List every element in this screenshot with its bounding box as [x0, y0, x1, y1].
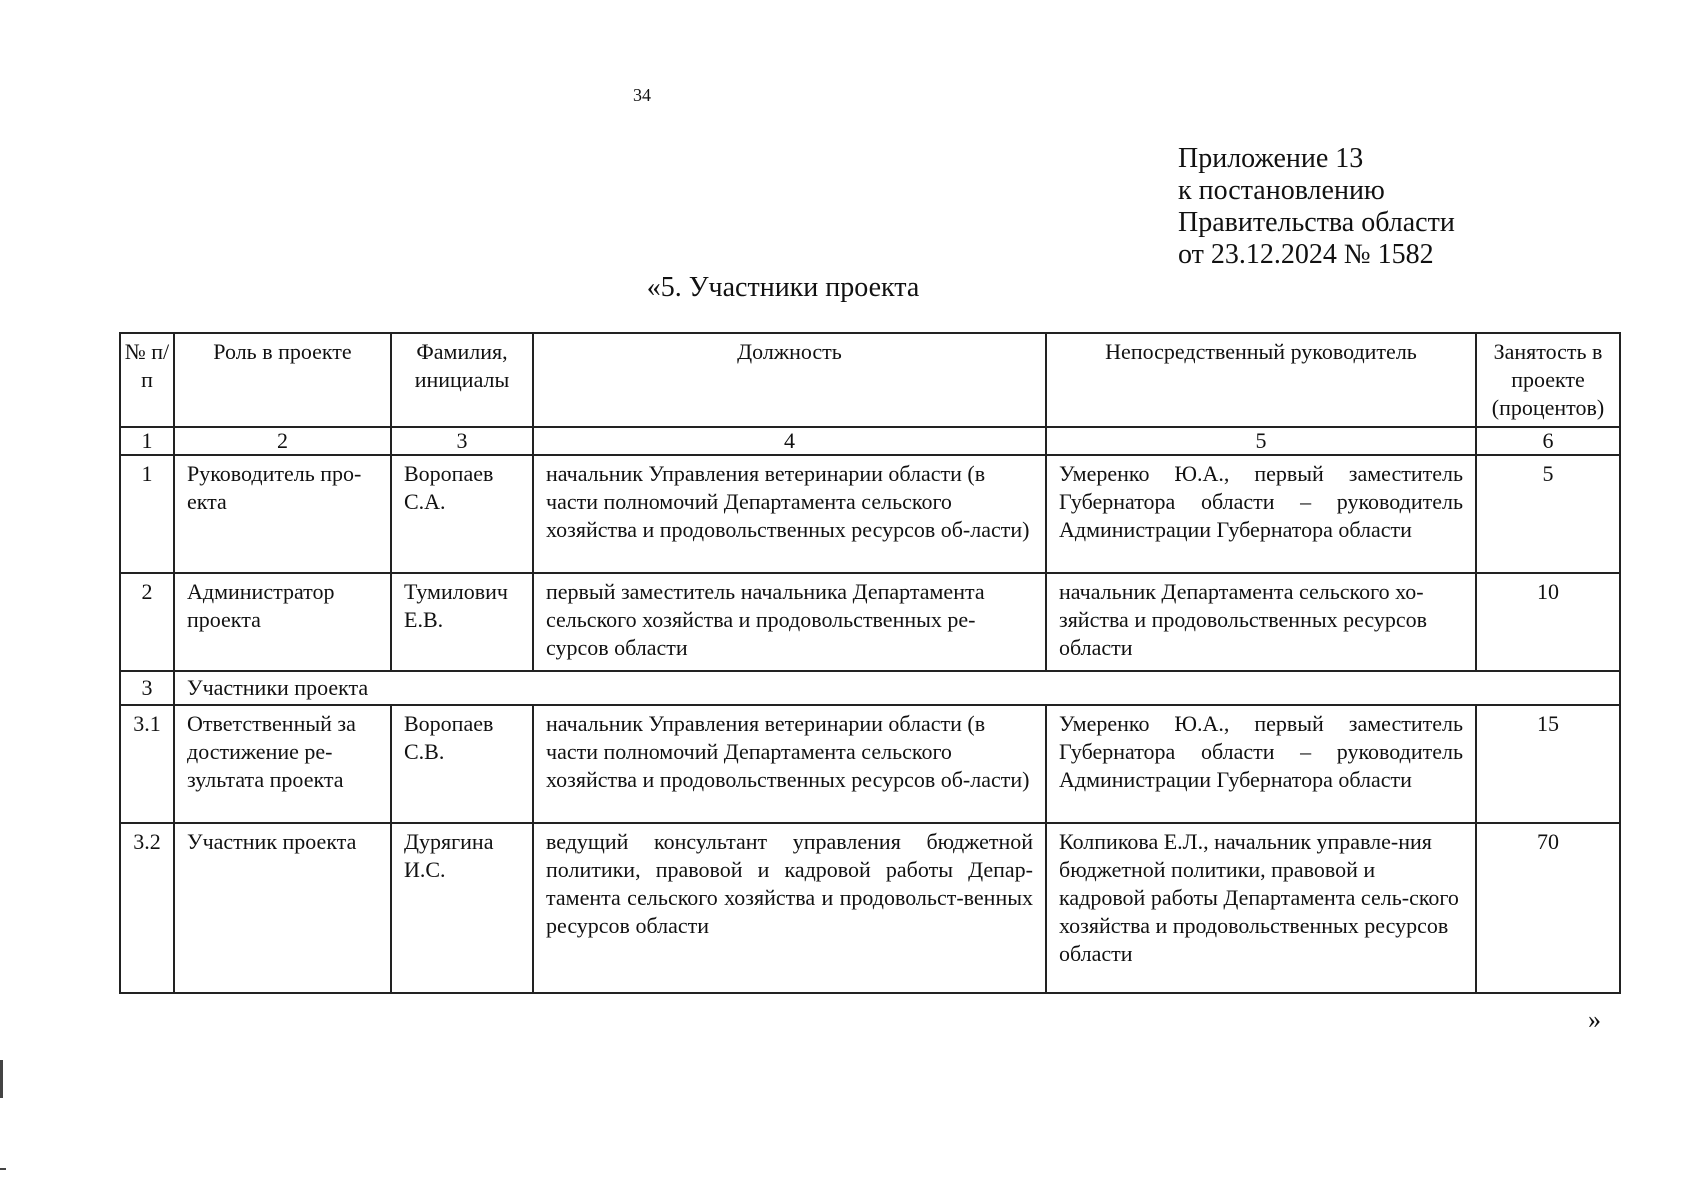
row-position: ведущий консультант управления бюджетной политики, правовой и кадровой работы Депар-тамента сельского хозяйства и продовольст-венных ресурсов области [533, 823, 1046, 993]
row-load: 10 [1476, 573, 1620, 671]
row-role: Руководитель про-екта [174, 455, 391, 573]
table-row [120, 823, 1620, 993]
group-num: 3 [120, 671, 174, 705]
header-load: Занятость в проекте (процентов) [1476, 333, 1620, 427]
column-index-row [120, 427, 1620, 455]
row-load: 70 [1476, 823, 1620, 993]
row-manager: Умеренко Ю.А., первый заместитель Губернатора области – руководитель Администрации Губернатора области [1046, 455, 1476, 573]
column-index: 1 [120, 427, 174, 455]
appendix-line-1: Приложение 13 [1178, 143, 1364, 174]
section-title: «5. Участники проекта [646, 272, 920, 303]
header-num: № п/п [120, 333, 174, 427]
row-load: 15 [1476, 705, 1620, 823]
header-role: Роль в проекте [174, 333, 391, 427]
scan-edge-mark [0, 1060, 3, 1098]
appendix-line-3: Правительства области [1178, 207, 1455, 238]
row-num: 2 [120, 573, 174, 671]
table-row [120, 455, 1620, 573]
row-role: Администратор проекта [174, 573, 391, 671]
appendix-header [1178, 143, 1455, 271]
row-name: Воропаев С.А. [391, 455, 533, 573]
row-num: 1 [120, 455, 174, 573]
column-index: 4 [533, 427, 1046, 455]
row-manager: Колпикова Е.Л., начальник управле-ния бюджетной политики, правовой и кадровой работы Департамента сель-ского хозяйства и продовольственных ресурсов области [1046, 823, 1476, 993]
scan-edge-mark [0, 1168, 6, 1170]
header-name: Фамилия, инициалы [391, 333, 533, 427]
closing-quote: » [1588, 1005, 1601, 1034]
row-num: 3.1 [120, 705, 174, 823]
row-name: Воропаев С.В. [391, 705, 533, 823]
row-role: Участник проекта [174, 823, 391, 993]
header-manager: Непосредственный руководитель [1046, 333, 1476, 427]
group-label: Участники проекта [174, 671, 1620, 705]
row-manager: начальник Департамента сельского хо-зяйства и продовольственных ресурсов области [1046, 573, 1476, 671]
column-index: 3 [391, 427, 533, 455]
table-row [120, 705, 1620, 823]
row-position: начальник Управления ветеринарии области (в части полномочий Департамента сельского хозяйства и продовольственных ресурсов об-ласти) [533, 455, 1046, 573]
column-index: 5 [1046, 427, 1476, 455]
table-row [120, 573, 1620, 671]
row-load: 5 [1476, 455, 1620, 573]
participants-table [119, 332, 1621, 994]
row-name: Дурягина И.С. [391, 823, 533, 993]
table-group-row [120, 671, 1620, 705]
page-number: 34 [633, 85, 651, 105]
appendix-line-2: к постановлению [1178, 175, 1385, 206]
table-header-row [120, 333, 1620, 427]
row-name: Тумилович Е.В. [391, 573, 533, 671]
row-role: Ответственный за достижение ре-зультата проекта [174, 705, 391, 823]
row-position: начальник Управления ветеринарии области (в части полномочий Департамента сельского хозяйства и продовольственных ресурсов об-ласти) [533, 705, 1046, 823]
row-num: 3.2 [120, 823, 174, 993]
row-manager: Умеренко Ю.А., первый заместитель Губернатора области – руководитель Администрации Губернатора области [1046, 705, 1476, 823]
column-index: 2 [174, 427, 391, 455]
row-position: первый заместитель начальника Департамента сельского хозяйства и продовольственных ре-сурсов области [533, 573, 1046, 671]
header-position: Должность [533, 333, 1046, 427]
appendix-line-4: от 23.12.2024 № 1582 [1178, 239, 1434, 270]
column-index: 6 [1476, 427, 1620, 455]
